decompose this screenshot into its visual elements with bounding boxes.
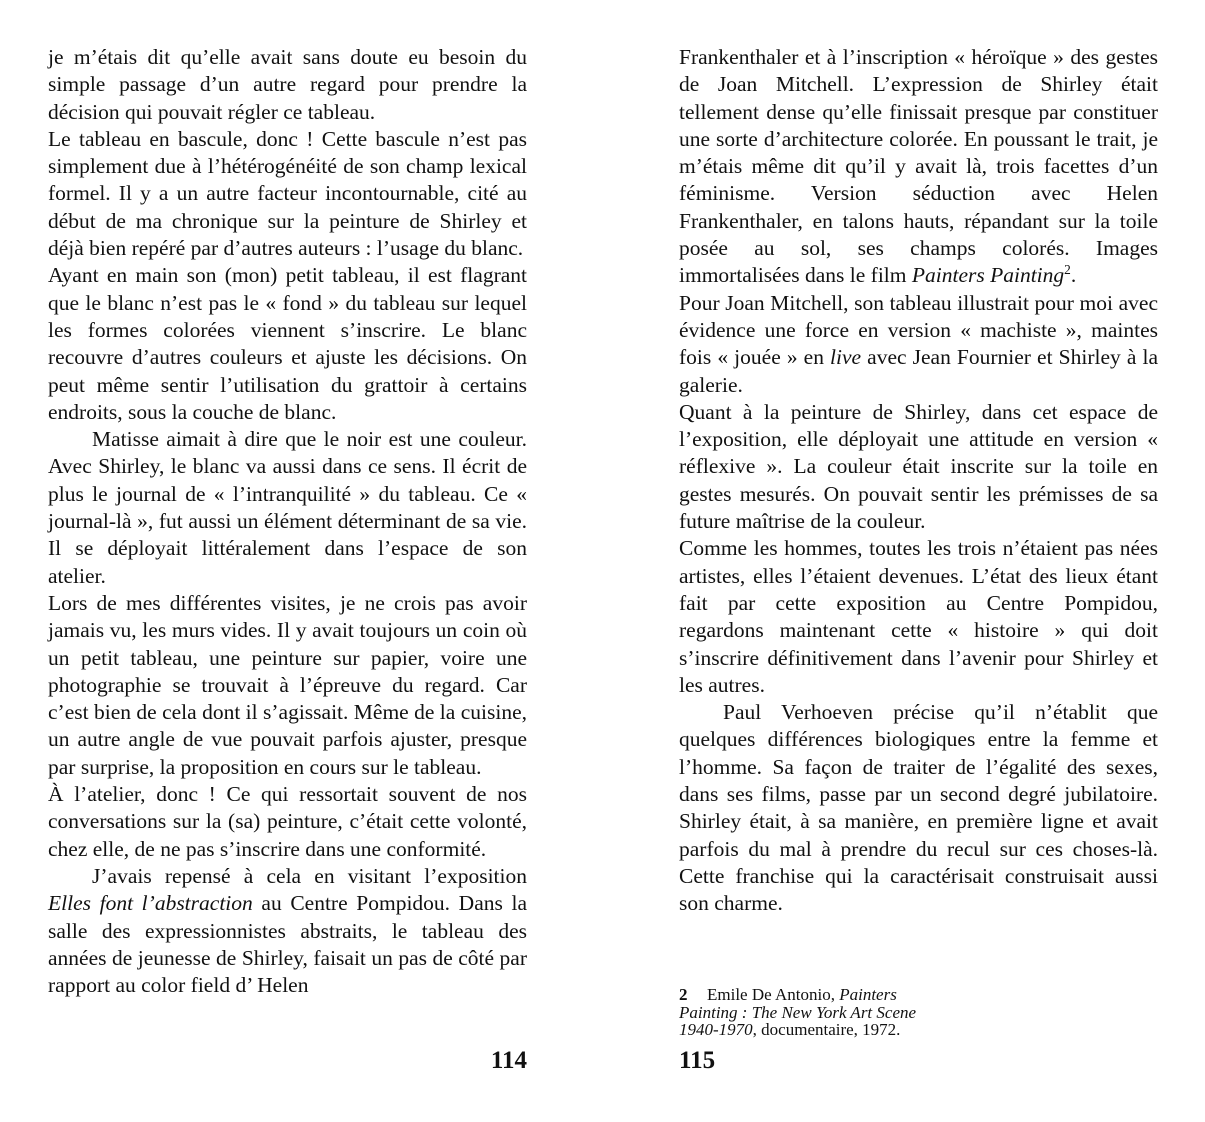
paragraph <box>679 535 1158 699</box>
footnote <box>679 986 999 1039</box>
paragraph <box>48 590 527 781</box>
text-segment: 1940-1970 <box>679 1020 753 1040</box>
paragraph <box>48 781 527 863</box>
paragraph <box>679 44 1158 290</box>
text-segment: Painting : The New York Art Scene <box>679 1002 917 1022</box>
paragraph <box>679 290 1158 399</box>
text-segment: Quant à la peinture de Shirley, dans cet espace de l’exposition, elle déployait une attitude en version « réflexive ». La couleur était inscrite sur la toile en gestes mesurés. On pouvait sentir les prémisses de sa future maîtrise de la couleur. <box>679 399 1158 534</box>
page-number-left: 114 <box>490 1047 527 1074</box>
right-page-text-column <box>679 44 1158 918</box>
text-segment: À l’atelier, donc ! Ce qui ressortait souvent de nos conversations sur la (sa) peinture, c’était cette volonté, chez elle, de ne pas s’inscrire dans une conformité. <box>48 782 527 861</box>
paragraph <box>48 863 527 999</box>
paragraph <box>679 399 1158 535</box>
text-segment: Matisse aimait à dire que le noir est une couleur. Avec Shirley, le blanc va aussi dans ce sens. Il écrit de plus le journal de « l’intranquilité » du tableau. Ce « journal-là », fut aussi un élément déterminant de sa vie. Il se déployait littéralement dans l’espace de son atelier. <box>48 427 527 588</box>
paragraph <box>48 44 527 126</box>
footnote-line <box>679 1004 999 1022</box>
text-segment: J’avais repensé à cela en visitant l’exposition <box>92 863 527 888</box>
text-segment: live <box>830 345 862 370</box>
text-segment: Lors de mes différentes visites, je ne crois pas avoir jamais vu, les murs vides. Il y avait toujours un coin où un petit tableau, une peinture sur papier, voire une photographie se trouvait à l’épreuve du regard. Car c’est bien de cela dont il s’agissait. Même de la cuisine, un autre angle de vue pouvait parfois ajuster, presque par surprise, la proposition en cours sur le tableau. <box>48 590 527 779</box>
paragraph <box>48 262 527 426</box>
text-segment: avec Jean Fournier et Shirley à la galerie. <box>679 345 1158 397</box>
footnote-number: 2 <box>679 985 688 1004</box>
text-segment: . <box>1070 263 1077 288</box>
text-segment: Painters <box>839 985 897 1004</box>
text-segment: Elles font l’abstraction <box>48 891 253 916</box>
text-segment: Emile De Antonio, <box>707 985 840 1004</box>
text-segment: je m’étais dit qu’elle avait sans doute eu besoin du simple passage d’un autre regard pour prendre la décision qui pouvait régler ce tableau. <box>48 45 527 124</box>
text-segment: au Centre Pompidou. Dans la salle des expressionnistes abstraits, le tableau des années de jeunesse de Shirley, faisait un pas de côté par rapport au color field d’ Helen <box>48 891 527 998</box>
text-segment: 2 <box>1064 262 1071 278</box>
paragraph <box>48 126 527 262</box>
page-number-right: 115 <box>679 1047 716 1074</box>
text-segment: Painters Painting <box>911 263 1065 288</box>
paragraph <box>679 699 1158 917</box>
paragraph <box>48 426 527 590</box>
left-page-text-column <box>48 44 527 999</box>
text-segment: Pour Joan Mitchell, son tableau illustrait pour moi avec évidence une force en version « machiste », maintes fois « jouée » en <box>679 290 1158 370</box>
footnote-line <box>679 1021 999 1039</box>
text-segment: Frankenthaler et à l’inscription « héroïque » des gestes de Joan Mitchell. L’expression de Shirley était tellement dense qu’elle finissait presque par constituer une sorte d’architecture colorée. En poussant le trait, je m’étais même dit qu’il y avait là, trois facettes d’un féminisme. Version séduction avec Helen Frankenthaler, en talons hauts, répandant sur la toile posée au sol, ses champs colorés. Images immortalisées dans le film <box>679 45 1158 288</box>
text-segment: Le tableau en bascule, donc ! Cette bascule n’est pas simplement due à l’hétérogénéité de son champ lexical formel. Il y a un autre facteur incontournable, cité au début de ma chronique sur la peinture de Shirley et déjà bien repéré par d’autres auteurs : l’usage du blanc. <box>48 126 527 261</box>
text-segment: Ayant en main son (mon) petit tableau, il est flagrant que le blanc n’est pas le « fond » du tableau sur lequel les formes colorées viennent s’inscrire. Le blanc recouvre d’autres couleurs et ajuste les décisions. On peut même sentir l’utilisation du grattoir à certains endroits, sous la couche de blanc. <box>48 263 527 424</box>
footnote-line <box>679 986 999 1004</box>
text-segment: Comme les hommes, toutes les trois n’étaient pas nées artistes, elles l’étaient devenues. L’état des lieux étant fait par cette exposition au Centre Pompidou, regardons maintenant cette « histoire » qui doit s’inscrire définitivement dans l’avenir pour Shirley et les autres. <box>679 536 1158 697</box>
text-segment: , documentaire, 1972. <box>752 1020 901 1040</box>
text-segment: Paul Verhoeven précise qu’il n’établit que quelques différences biologiques entre la femme et l’homme. Sa façon de traiter de l’égalité des sexes, dans ses films, passe par un second degré jubilatoire. Shirley était, à sa manière, en première ligne et avait parfois du mal à prendre du recul sur ces choses-là. Cette franchise qui la caractérisait construisait aussi son charme. <box>679 700 1158 916</box>
